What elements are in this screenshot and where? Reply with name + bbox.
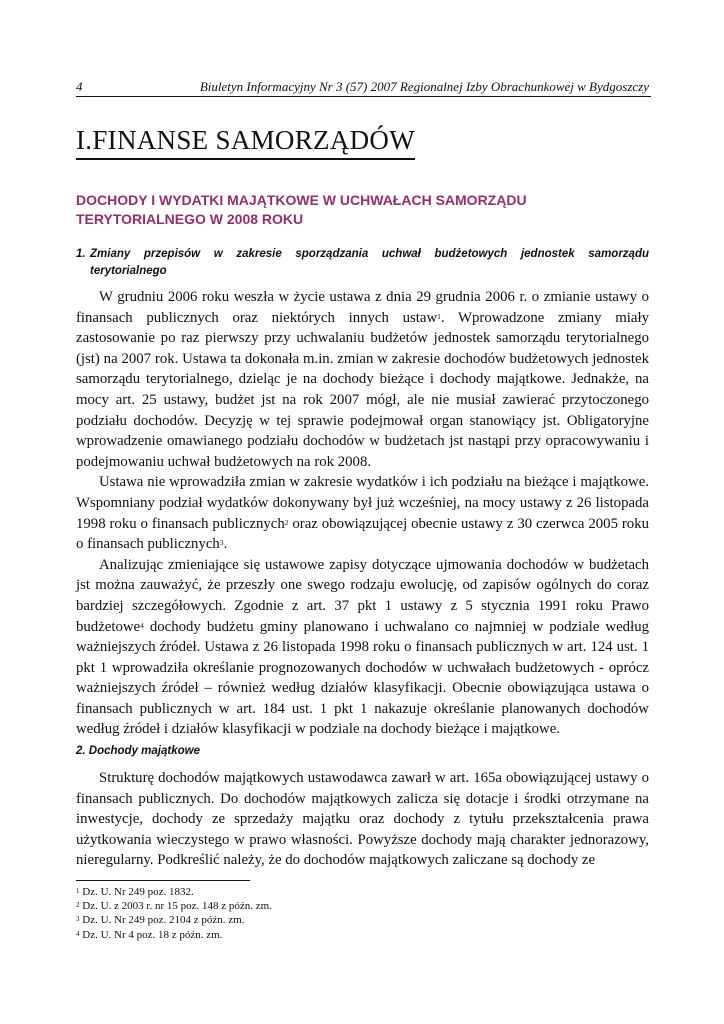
subsection-line-2: terytorialnego	[90, 265, 167, 277]
text-run: dochody budżetu gminy planowano i uchwalano co najmniej w podziale według ważniejszych źródeł. Ustawa z 26 listopada 1998 roku o finansach publicznych w art. 124 ust. 1 pkt 1 wprowadziła określanie prognozowanych dochodów w uchwałach budżetowych - oprócz ważniejszych źródeł – również według działów klasyfikacji. Obecnie obowiązująca ustawa o finansach publicznych w art. 184 ust. 1 pkt 1 nakazuje określanie planowanych dochodów według źródeł i działów klasyfikacji w podziale na dochody bieżące i majątkowe.	[76, 618, 649, 738]
footnote-number: 2	[76, 901, 80, 910]
header-title: Biuletyn Informacyjny Nr 3 (57) 2007 Regionalnej Izby Obrachunkowej w Bydgoszczy	[199, 79, 649, 94]
subsection-number: 1.	[76, 248, 86, 260]
text-run: oraz obowiązującej obecnie ustawy z 30 czerwca 2005 roku o finansach publicznych	[76, 515, 649, 553]
text-run: W grudniu 2006 roku weszła w życie ustawa z dnia 29 grudnia 2006 r. o zmianie ustawy o finansach publicznych oraz niektórych innych ustaw	[76, 289, 649, 326]
footnote-ref: 3	[219, 538, 224, 548]
footnote-ref: 1	[437, 311, 441, 321]
chapter-title: I.FINANSE SAMORZĄDÓW	[76, 124, 415, 160]
text-run: . Wprowadzone zmiany miały zastosowanie po raz pierwszy przy uchwalaniu budżetów jednostek samorządu terytorialnego (jst) na 2007 rok. Ustawa ta dokonała m.in. zmian w zakresie dochodów budżetowych jednostek samorządu terytorialnego, dzieląc je na dochody bieżące i dochody majątkowe. Jednakże, na mocy art. 25 ustawy, budżet jst na rok 2007 mógł, ale nie musiał zawierać przytoczonego podziału dochodów. Decyzję w tej sprawie podejmował organ stanowiący jst. Obligatoryjne wprowadzenie omawianego podziału dochodów w budżetach jst nastąpi przy opracowywaniu i podejmowaniu uchwał budżetowych na rok 2008.	[76, 309, 649, 470]
footnote-number: 4	[76, 929, 80, 938]
body-section-2	[76, 768, 649, 871]
footnote-text: Dz. U. Nr 249 poz. 2104 z późn. zm.	[79, 914, 245, 927]
running-header	[76, 79, 651, 97]
body-section-1	[76, 287, 649, 740]
footnote-text: Dz. U. Nr 4 poz. 18 z późn. zm.	[79, 928, 223, 941]
section-title: DOCHODY I WYDATKI MAJĄTKOWE W UCHWAŁACH SAMORZĄDU TERYTORIALNEGO W 2008 ROKU	[76, 192, 527, 227]
footnote-number: 1	[76, 887, 80, 895]
footnote	[76, 899, 272, 913]
footnote	[76, 928, 272, 942]
text-run: Ustawa nie wprowadziła zmian w zakresie wydatków i ich podziału na bieżące i majątkowe. Wspomniany podział wydatków dokonywany był już wcześniej, na mocy ustawy z 26 listopada 1998 roku o finansach publicznych	[76, 474, 649, 532]
footnote	[76, 913, 272, 927]
paragraph	[76, 472, 649, 554]
subsection-heading-2: 2. Dochody majątkowe	[76, 745, 200, 757]
paragraph	[76, 287, 649, 472]
footnote-ref: 4	[140, 620, 144, 630]
text-run: .	[223, 536, 228, 553]
text-run: Analizując zmieniające się ustawowe zapisy dotyczące ujmowania dochodów w budżetach jst można zauważyć, że przeszły one swego rodzaju ewolucję, od zapisów ogólnych do coraz bardziej szczegółowych. Zgodnie z art. 37 pkt 1 ustawy z 5 stycznia 1991 roku Prawo budżetowe	[76, 556, 649, 635]
footnote	[76, 885, 272, 899]
page-number: 4	[76, 79, 83, 94]
footnote-divider	[76, 880, 250, 881]
footnotes	[76, 885, 272, 942]
footnote-number: 3	[76, 915, 80, 924]
footnote-text: Dz. U. Nr 249 poz. 1832.	[79, 886, 194, 898]
subsection-heading-1	[76, 246, 649, 280]
paragraph: Strukturę dochodów majątkowych ustawodawca zawarł w art. 165a obowiązującej ustawy o finansach publicznych. Do dochodów majątkowych zalicza się dotacje i środki otrzymane na inwestycje, dochody ze sprzedaży majątku oraz dochody z tytułu przekształcenia prawa użytkowania wieczystego w prawo własności. Powyższe dochody mają charakter jednorazowy, nieregularny. Podkreślić należy, że do dochodów majątkowych zaliczane są dochody ze	[76, 770, 649, 869]
paragraph	[76, 555, 649, 740]
footnote-ref: 2	[284, 517, 289, 527]
footnote-text: Dz. U. z 2003 r. nr 15 poz. 148 z późn. zm.	[79, 900, 272, 913]
subsection-line-1: Zmiany przepisów w zakresie sporządzania uchwał budżetowych jednostek samorządu	[90, 248, 649, 260]
